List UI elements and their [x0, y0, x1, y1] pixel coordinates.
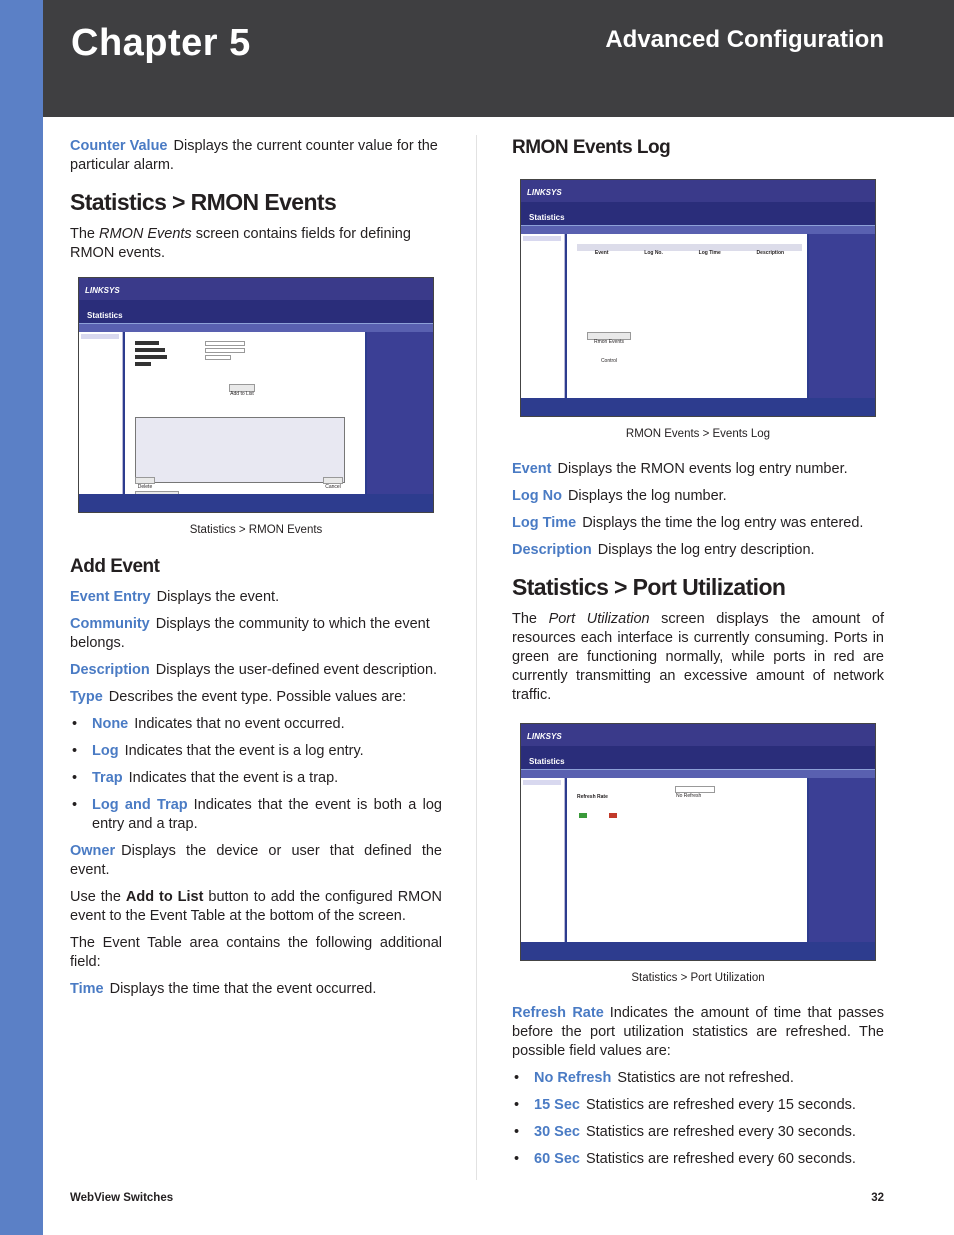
cancel-btn: Cancel [323, 477, 343, 484]
refresh-values-list [512, 1069, 884, 1169]
list-item: • 30 Sec Statistics are refreshed every 30 seconds. [512, 1123, 884, 1142]
community-para: Community Displays the community to which the event belongs. [70, 616, 430, 651]
linksys-logo: LINKSYS [85, 286, 120, 295]
rmon-events-screenshot [78, 277, 434, 513]
event-para: Event Displays the RMON events log entry number. [512, 461, 848, 477]
section-title: Advanced Configuration [605, 26, 884, 53]
column-divider [476, 135, 477, 1180]
list-item: • None Indicates that no event occurred. [70, 715, 442, 734]
right-column [512, 137, 884, 1177]
heading-port-utilization: Statistics > Port Utilization [512, 574, 786, 600]
log-time-para: Log Time Displays the time the log entry was entered. [512, 515, 864, 531]
heading-add-event: Add Event [70, 556, 160, 577]
chapter-title: Chapter 5 [71, 22, 251, 64]
figure2-caption: RMON Events > Events Log [625, 428, 771, 440]
add-to-list-para: Use the Add to List button to add the configured RMON event to the Event Table at the bottom of the screen. [70, 889, 442, 924]
description-para: Description Displays the user-defined event description. [70, 662, 438, 678]
rmon-events-intro: The RMON Events screen contains fields for defining RMON events. [70, 226, 411, 261]
list-item: • 60 Sec Statistics are refreshed every 60 seconds. [512, 1150, 884, 1169]
event-entry-para: Event Entry Displays the event. [70, 589, 280, 605]
refresh-rate-para: Refresh Rate Indicates the amount of time that passes before the port utilization statistics are refreshed. The possible field values are: [512, 1005, 884, 1059]
term-counter-value: Counter Value [70, 138, 168, 154]
figure1-caption: Statistics > RMON Events [189, 524, 323, 536]
rmon-events-control-btn: Rmon Events Control [587, 332, 631, 340]
heading-rmon-events-log: RMON Events Log [512, 137, 671, 158]
sidebar-stripe [0, 0, 43, 1235]
type-para: Type Describes the event type. Possible values are: [70, 689, 407, 705]
refresh-rate-label: Refresh Rate [577, 794, 608, 800]
screenshot-nav-title: Statistics [87, 311, 123, 320]
log-no-para: Log No Displays the log number. [512, 488, 727, 504]
heading-rmon-events: Statistics > RMON Events [70, 189, 337, 215]
rmon-events-log-screenshot: LINKSYS Statistics Event Log No. Log Time Description Rmon Events Control [520, 179, 876, 417]
list-item: • 15 Sec Statistics are refreshed every 15 seconds. [512, 1096, 884, 1115]
log-description-para: Description Displays the log entry description. [512, 542, 815, 558]
add-to-list-btn: Add to List [229, 384, 255, 392]
owner-para: Owner Displays the device or user that defined the event. [70, 843, 442, 878]
type-values-list [70, 715, 442, 834]
figure3-caption: Statistics > Port Utilization [631, 972, 765, 984]
refresh-select: No Refresh [675, 786, 715, 793]
footer-page-number: 32 [871, 1192, 884, 1204]
list-item: • No Refresh Statistics are not refreshed. [512, 1069, 884, 1088]
event-table-para: The Event Table area contains the following additional field: [70, 935, 442, 970]
delete-btn: Delete [135, 477, 155, 484]
list-item: • Log and Trap Indicates that the event is both a log entry and a trap. [70, 796, 442, 834]
port-utilization-screenshot: LINKSYS Statistics Refresh Rate No Refresh [520, 723, 876, 961]
time-para: Time Displays the time that the event occurred. [70, 981, 377, 997]
footer-product: WebView Switches [70, 1192, 174, 1204]
list-item: • Trap Indicates that the event is a trap. [70, 769, 442, 788]
counter-value-para: Counter Value Displays the current counter value for the particular alarm. [70, 138, 438, 173]
port-util-intro: The Port Utilization screen displays the amount of resources each interface is currently consuming. Ports in green are functioning normally, while ports in red are currently transmitting an excessive amount of network traffic. [512, 611, 884, 703]
list-item: • Log Indicates that the event is a log entry. [70, 742, 442, 761]
left-column [70, 137, 442, 1007]
